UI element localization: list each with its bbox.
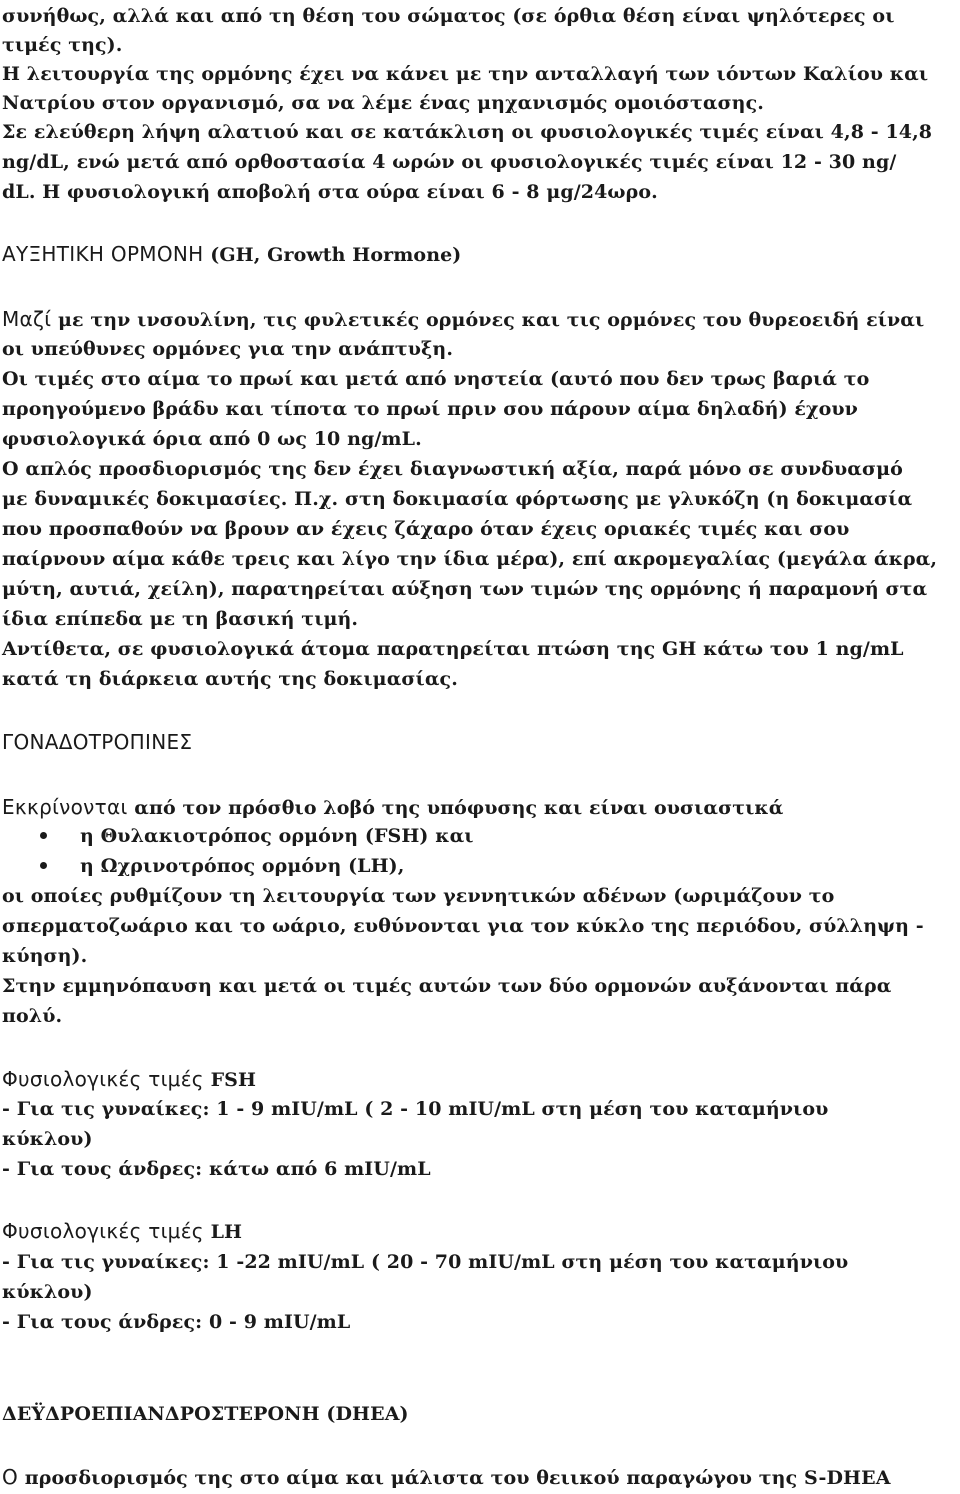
- paragraph-line: ng/dL, ενώ μετά από ορθοστασία 4 ωρών οι φυσιολογικές τιμές είναι 12 - 30 ng/: [2, 151, 897, 173]
- paragraph-line: - Για τις γυναίκες: 1 - 9 mIU/mL ( 2 - 10 mIU/mL στη μέση του καταμήνιου: [2, 1098, 829, 1120]
- heading-part: FSH: [203, 1069, 257, 1091]
- section-heading-gonadotropins: [2, 728, 192, 758]
- bullet-item: η Ωχρινοτρόπος ορμόνη (LH),: [80, 855, 405, 877]
- paragraph-line: κύκλου): [2, 1281, 93, 1303]
- paragraph-line: φυσιολογικά όρια από 0 ως 10 ng/mL.: [2, 428, 422, 450]
- paragraph-line: ίδια επίπεδα με τη βασική τιμή.: [2, 608, 359, 630]
- heading-part: (GH, Growth Hormone): [203, 244, 462, 266]
- paragraph-line: - Για τους άνδρες: 0 - 9 mIU/mL: [2, 1311, 351, 1333]
- paragraph-line: Οι τιμές στο αίμα το πρωί και μετά από νηστεία (αυτό που δεν τρως βαριά το: [2, 368, 870, 390]
- paragraph-line: τιμές της).: [2, 34, 123, 56]
- paragraph-line: μύτη, αυτιά, χείλη), παρατηρείται αύξηση των τιμών της ορμόνης ή παραμονή στα: [2, 578, 928, 600]
- heading-part: Φυσιολογικές τιμές: [2, 1219, 204, 1243]
- paragraph-line: κύκλου): [2, 1128, 93, 1150]
- paragraph-line: κατά τη διάρκεια αυτής της δοκιμασίας.: [2, 668, 458, 690]
- paragraph-line: με δυναμικές δοκιμασίες. Π.χ. στη δοκιμασία φόρτωσης με γλυκόζη (η δοκιμασία: [2, 488, 913, 510]
- bullet-dot: [40, 862, 47, 869]
- paragraph-line: - Για τις γυναίκες: 1 -22 mIU/mL ( 20 - 70 mIU/mL στη μέση του καταμήνιου: [2, 1251, 849, 1273]
- lead-word: Εκκρίνονται: [2, 795, 128, 819]
- bullet-item: η Θυλακιοτρόπος ορμόνη (FSH) και: [80, 825, 474, 847]
- bullet-dot: [40, 832, 47, 839]
- paragraph-line: παίρνουν αίμα κάθε τρεις και λίγο την ίδια μέρα), επί ακρομεγαλίας (μεγάλα άκρα,: [2, 548, 938, 570]
- line-text: με την ινσουλίνη, τις φυλετικές ορμόνες και τις ορμόνες του θυρεοειδή είναι: [51, 309, 925, 331]
- paragraph-line: κύηση).: [2, 945, 88, 967]
- paragraph-line: Η λειτουργία της ορμόνης έχει να κάνει με την ανταλλαγή των ιόντων Καλίου και: [2, 63, 929, 85]
- line-text: προσδιορισμός της στο αίμα και μάλιστα του θειικού παραγώγου της S-DHEA: [18, 1467, 891, 1489]
- heading-part: ΑΥΞΗΤΙΚΗ ΟΡΜΟΝΗ: [2, 242, 204, 266]
- paragraph-line: Στην εμμηνόπαυση και μετά οι τιμές αυτών των δύο ορμονών αυξάνονται πάρα: [2, 975, 892, 997]
- paragraph-line: [2, 793, 784, 823]
- paragraph-line: Νατρίου στον οργανισμό, σα να λέμε ένας μηχανισμός ομοιόστασης.: [2, 92, 764, 114]
- section-heading-lh: [2, 1217, 242, 1247]
- paragraph-line: σπερματοζωάριο και το ωάριο, ευθύνονται για τον κύκλο της περιόδου, σύλληψη -: [2, 915, 924, 937]
- paragraph-line: [2, 1463, 891, 1493]
- paragraph-line: dL. Η φυσιολογική αποβολή στα ούρα είναι 6 - 8 μg/24ωρο.: [2, 181, 658, 203]
- line-text: από τον πρόσθιο λοβό της υπόφυσης και είναι ουσιαστικά: [127, 797, 784, 819]
- heading-part: Φυσιολογικές τιμές: [2, 1067, 204, 1091]
- lead-word: Ο: [2, 1465, 19, 1489]
- heading-part: LH: [203, 1221, 243, 1243]
- paragraph-line: οι υπεύθυνες ορμόνες για την ανάπτυξη.: [2, 338, 454, 360]
- section-heading-gh: [2, 240, 461, 270]
- paragraph-line: οι οποίες ρυθμίζουν τη λειτουργία των γεννητικών αδένων (ωριμάζουν το: [2, 885, 835, 907]
- heading-text: ΓΟΝΑΔΟΤΡΟΠΙΝΕΣ: [2, 730, 193, 754]
- paragraph-line: [2, 305, 924, 335]
- paragraph-line: που προσπαθούν να βρουν αν έχεις ζάχαρο όταν έχεις οριακές τιμές και σου: [2, 518, 850, 540]
- paragraph-line: Ο απλός προσδιορισμός της δεν έχει διαγνωστική αξία, παρά μόνο σε συνδυασμό: [2, 458, 903, 480]
- paragraph-line: Σε ελεύθερη λήψη αλατιού και σε κατάκλιση οι φυσιολογικές τιμές είναι 4,8 - 14,8: [2, 121, 933, 143]
- paragraph-line: συνήθως, αλλά και από τη θέση του σώματος (σε όρθια θέση είναι ψηλότερες οι: [2, 5, 895, 27]
- lead-word: Μαζί: [2, 307, 52, 331]
- paragraph-line: πολύ.: [2, 1005, 63, 1027]
- paragraph-line: προηγούμενο βράδυ και τίποτα το πρωί πριν σου πάρουν αίμα δηλαδή) έχουν: [2, 398, 858, 420]
- section-heading-fsh: [2, 1065, 256, 1095]
- section-heading-dhea: ΔΕΫΔΡΟΕΠΙΑΝΔΡΟΣΤΕΡΟΝΗ (DHEA): [2, 1403, 409, 1425]
- paragraph-line: - Για τους άνδρες: κάτω από 6 mIU/mL: [2, 1158, 431, 1180]
- paragraph-line: Αντίθετα, σε φυσιολογικά άτομα παρατηρείται πτώση της GH κάτω του 1 ng/mL: [2, 638, 904, 660]
